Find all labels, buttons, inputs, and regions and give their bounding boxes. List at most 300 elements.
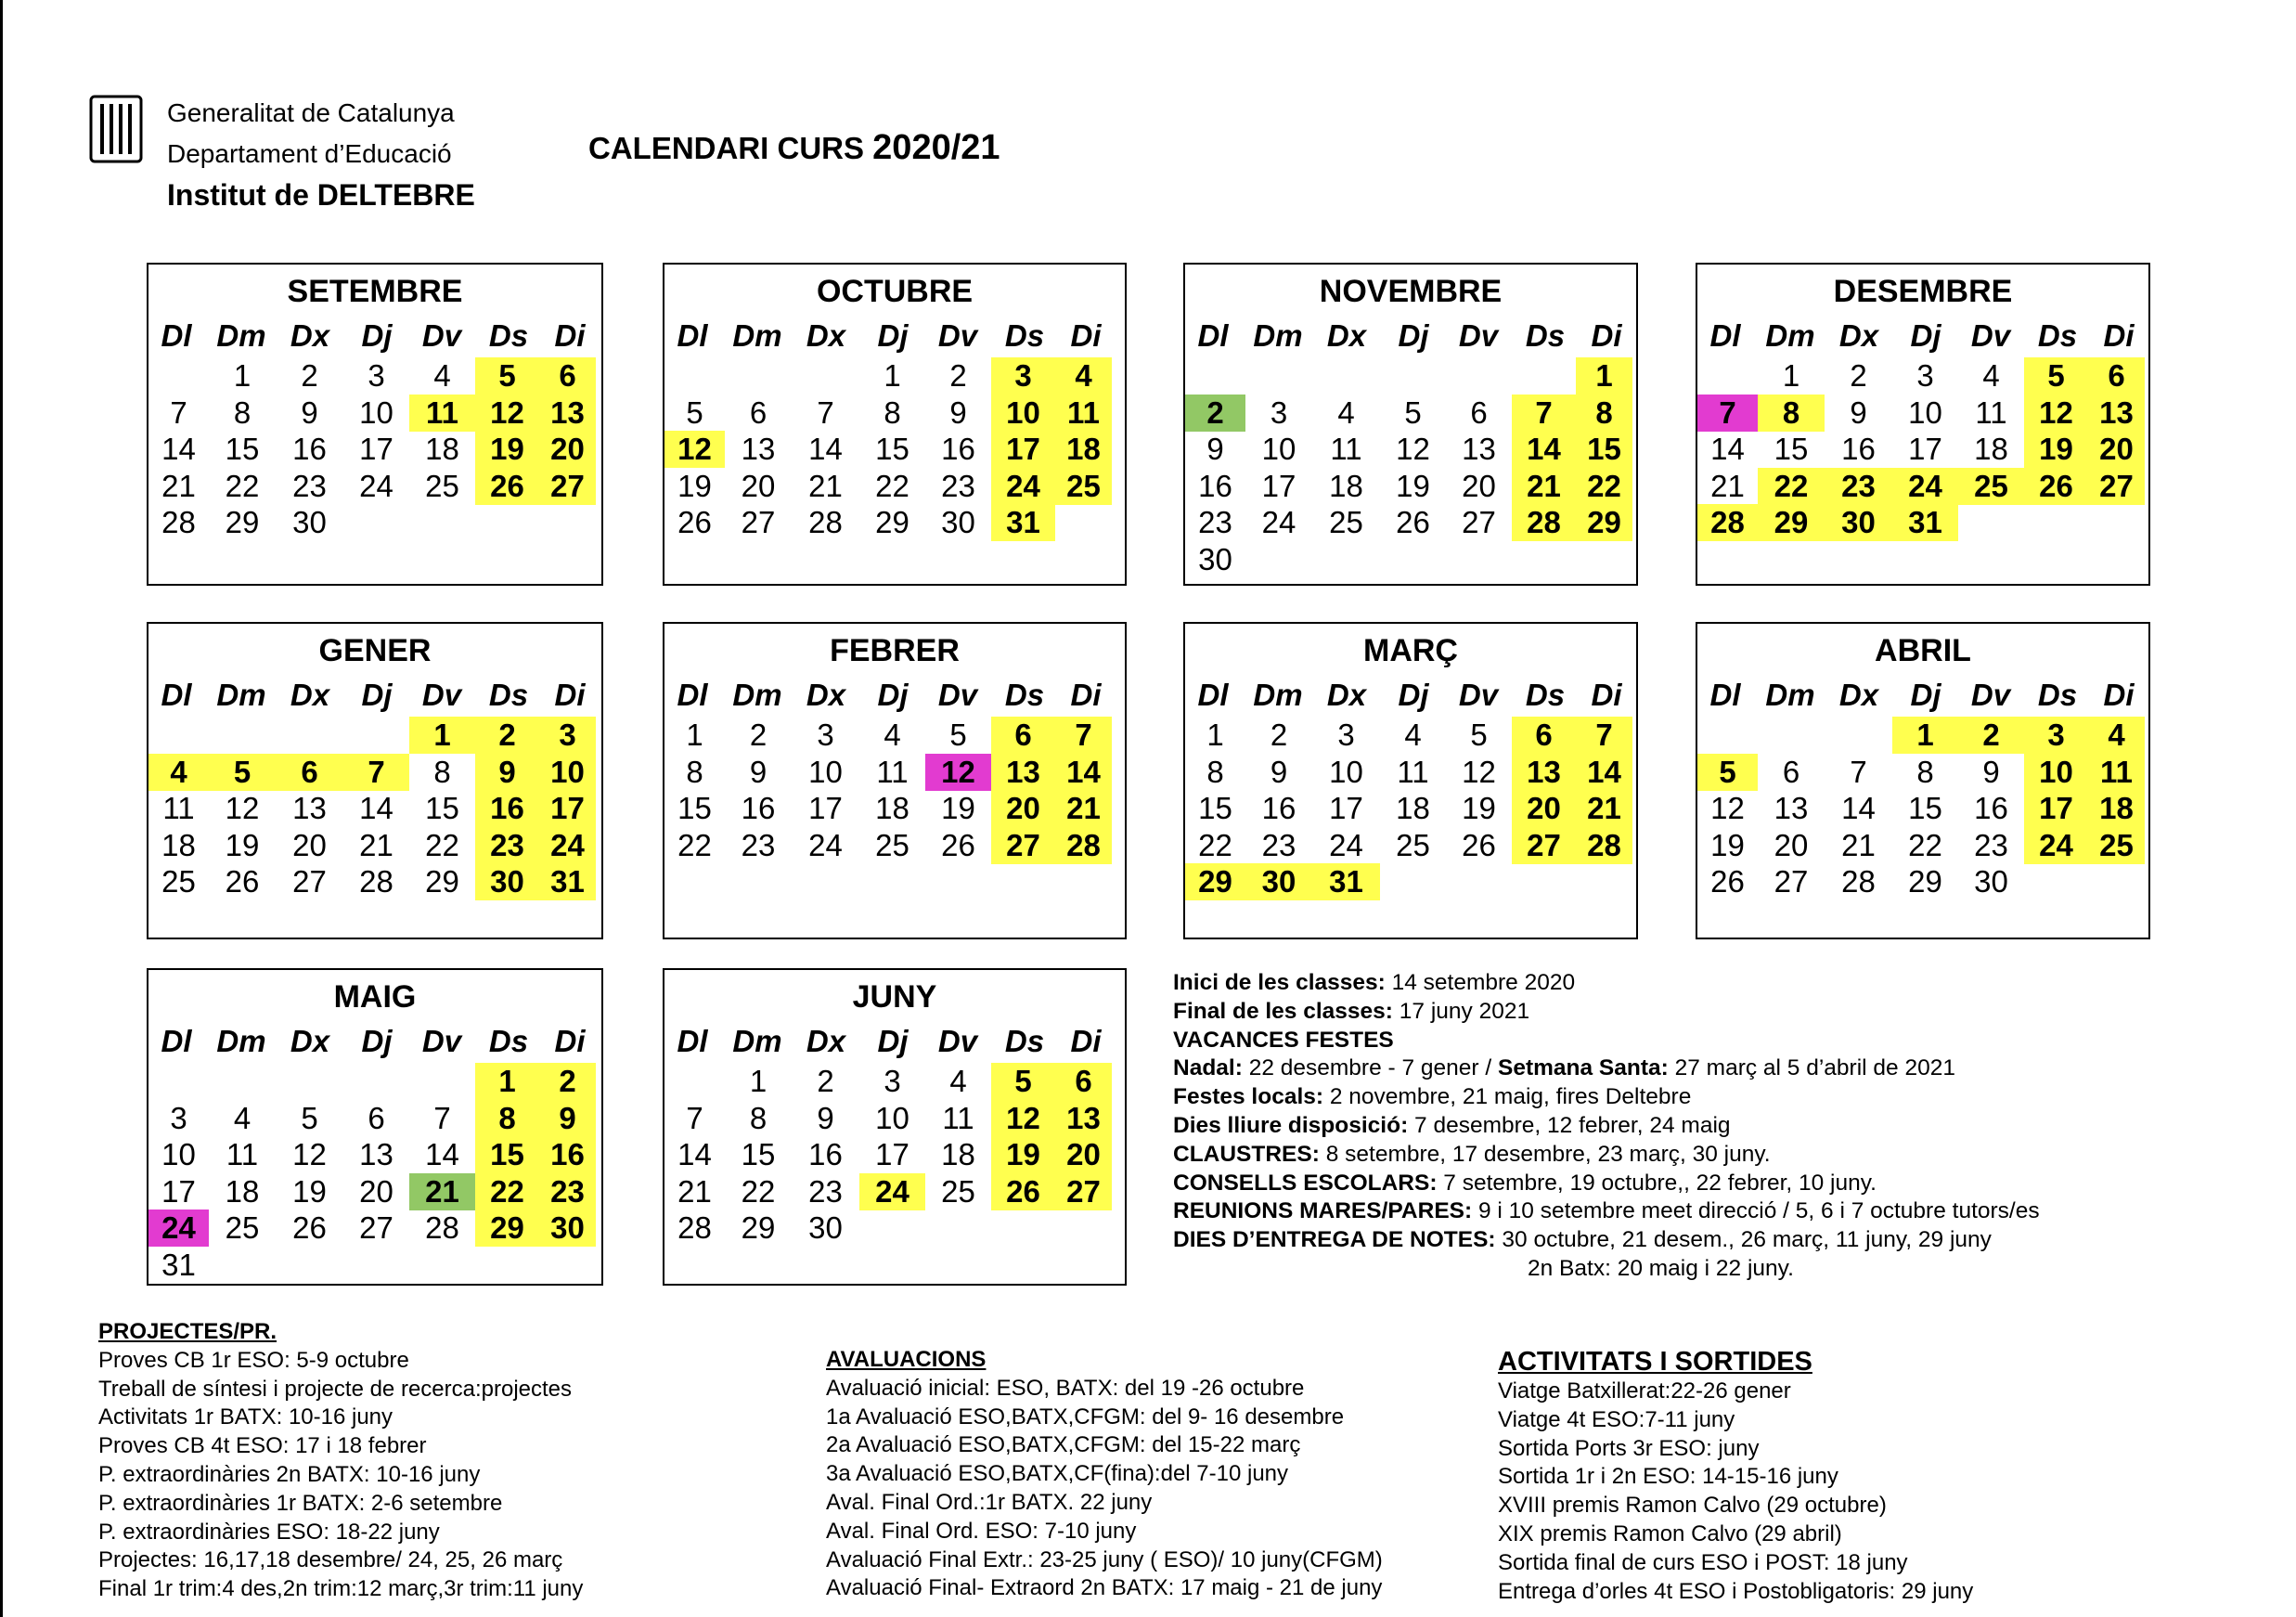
calendar-day: 3	[884, 1064, 901, 1098]
calendar-day: 21	[1055, 790, 1112, 827]
calendar-day: 16	[1974, 791, 2008, 825]
weekday-header: Dj	[1398, 678, 1429, 712]
calendar-day: 9	[749, 754, 767, 789]
calendar-day: 21	[1710, 468, 1745, 503]
calendar-day: 25	[161, 864, 196, 899]
activitat-item: XIX premis Ramon Calvo (29 abril)	[1498, 1520, 1842, 1546]
month-name: ABRIL	[1875, 633, 1971, 668]
calendar-day: 5	[1404, 395, 1422, 430]
calendar-day: 13	[539, 395, 596, 432]
calendar-day: 10	[161, 1137, 196, 1171]
weekday-header: Dx	[1838, 678, 1879, 712]
weekday-header: Dj	[1398, 318, 1429, 353]
calendar-day: 24	[539, 827, 596, 864]
avaluacions-heading: AVALUACIONS	[826, 1347, 987, 1372]
month-box	[147, 263, 603, 586]
calendar-day: 14	[161, 432, 196, 466]
calendar-day: 14	[425, 1137, 459, 1171]
calendar-day: 16	[475, 790, 539, 827]
calendar-day: 6	[2088, 357, 2145, 395]
calendar-day: 7	[817, 395, 834, 430]
calendar-day: 24	[991, 468, 1055, 505]
calendar-day: 16	[1841, 432, 1876, 466]
page-border	[0, 0, 3, 1617]
calendar-day: 7	[1576, 717, 1632, 754]
calendar-day: 31	[539, 863, 596, 900]
avaluacio-item: 1a Avaluació ESO,BATX,CFGM: del 9- 16 desembre	[826, 1404, 1345, 1429]
weekday-header: Dj	[877, 1024, 909, 1058]
weekday-header: Dv	[1970, 318, 2011, 353]
calendar-day: 10	[539, 754, 596, 791]
calendar-day: 11	[226, 1137, 259, 1171]
calendar-day: 8	[1758, 395, 1825, 432]
weekday-header: Dm	[1253, 318, 1303, 353]
month-box	[147, 968, 603, 1286]
weekday-header: Dl	[677, 318, 708, 353]
activitat-item: XVIII premis Ramon Calvo (29 octubre)	[1498, 1493, 1887, 1519]
calendar-day: 14	[1055, 754, 1112, 791]
calendar-day: 8	[475, 1100, 539, 1137]
calendar-day: 1	[686, 718, 703, 752]
month-name: NOVEMBRE	[1319, 274, 1503, 309]
calendar-day: 12	[1462, 754, 1496, 789]
calendar-day: 21	[359, 827, 393, 862]
calendar-day: 6	[539, 357, 596, 395]
calendar-day: 18	[1329, 468, 1363, 503]
weekday-header: Dl	[677, 1024, 708, 1058]
activitats-section	[1498, 1346, 1973, 1606]
calendar-day: 21	[409, 1173, 475, 1210]
notes-value-2: 2n Batx: 20 maig i 22 juny.	[1528, 1255, 1794, 1281]
calendar-day: 27	[359, 1210, 393, 1245]
title-year: 2020/21	[872, 128, 1000, 167]
month-box	[147, 622, 603, 939]
calendar-day: 12	[1396, 432, 1430, 466]
calendar-day: 22	[875, 468, 909, 503]
calendar-day: 24	[359, 468, 393, 503]
calendar-day: 29	[1758, 504, 1825, 541]
calendar-day: 30	[475, 863, 539, 900]
projecte-item: Final 1r trim:4 des,2n trim:12 març,3r trim:11 juny	[98, 1576, 584, 1602]
inici-value: 14 setembre 2020	[1385, 970, 1576, 995]
lliure-label: Dies lliure disposició:	[1173, 1112, 1409, 1138]
calendar-day: 7	[343, 754, 409, 791]
calendar-day: 13	[359, 1137, 393, 1171]
weekday-header: Ds	[1004, 1024, 1045, 1058]
calendar-day: 18	[225, 1173, 260, 1209]
calendar-day: 4	[1404, 718, 1422, 752]
calendar-day: 27	[292, 864, 327, 899]
calendar-day: 3	[170, 1100, 187, 1135]
festes-label: Festes locals:	[1173, 1084, 1324, 1110]
calendar-day: 27	[539, 468, 596, 505]
calendar-day: 6	[1470, 395, 1488, 430]
calendar-day: 12	[925, 754, 991, 791]
calendar-day: 29	[475, 1210, 539, 1247]
calendar-day: 26	[2024, 468, 2088, 505]
calendar-day: 2	[539, 1063, 596, 1100]
weekday-header: Dl	[677, 678, 708, 712]
calendar-day: 9	[949, 395, 967, 430]
calendar-day: 27	[1774, 864, 1809, 899]
calendar-day: 27	[1512, 827, 1576, 864]
month-name: OCTUBRE	[816, 274, 974, 309]
weekday-header: Dj	[1910, 678, 1941, 712]
calendar-day: 3	[1916, 358, 1934, 393]
projecte-item: Treball de síntesi i projecte de recerca:projectes	[98, 1376, 573, 1402]
calendar-day: 5	[686, 395, 703, 430]
calendar-day: 21	[1576, 790, 1632, 827]
calendar-day: 13	[292, 791, 327, 825]
calendar-day: 11	[1975, 395, 2007, 430]
avaluacio-item: 3a Avaluació ESO,BATX,CF(fina):del 7-10 juny	[826, 1461, 1289, 1487]
calendar-day: 29	[225, 505, 260, 539]
calendar-day: 22	[1758, 468, 1825, 505]
calendar-day: 17	[875, 1137, 909, 1171]
calendar-day: 24	[1329, 827, 1363, 862]
weekday-header: Dx	[1326, 678, 1367, 712]
calendar-day: 30	[1974, 864, 2008, 899]
calendar-day: 20	[1055, 1136, 1112, 1173]
weekday-header: Di	[1070, 1024, 1102, 1058]
calendar-day: 4	[949, 1064, 967, 1098]
calendar-day: 8	[1916, 754, 1934, 789]
month-name: MAIG	[333, 979, 417, 1015]
weekday-header: Dx	[1326, 318, 1367, 353]
calendar-day: 2	[1185, 395, 1245, 432]
calendar-day: 4	[2088, 717, 2145, 754]
calendar-day: 7	[1850, 754, 1867, 789]
calendar-day: 25	[1329, 505, 1363, 539]
weekday-header: Dm	[216, 678, 266, 712]
calendar-day: 5	[949, 718, 967, 752]
calendar-day: 16	[941, 432, 975, 466]
calendar-day: 28	[1576, 827, 1632, 864]
calendar-day: 22	[1576, 468, 1632, 505]
nadal-label: Nadal:	[1173, 1055, 1243, 1081]
calendar-day: 24	[148, 1210, 209, 1247]
calendar-day: 15	[1774, 432, 1809, 466]
calendar-day: 11	[2088, 754, 2145, 791]
calendar-day: 28	[677, 1210, 712, 1245]
calendar-day: 13	[2088, 395, 2145, 432]
weekday-header: Ds	[488, 678, 529, 712]
month-box	[1183, 622, 1638, 939]
calendar-day: 9	[1206, 432, 1224, 466]
calendar-day: 17	[808, 791, 843, 825]
calendar-day: 28	[425, 1210, 459, 1245]
calendar-day: 23	[941, 468, 975, 503]
calendar-day: 11	[876, 754, 909, 789]
vacances-heading: VACANCES FESTES	[1173, 1027, 1394, 1053]
calendar-day: 2	[1958, 717, 2024, 754]
calendar-day: 25	[1396, 827, 1430, 862]
generalitat-logo-icon	[89, 95, 143, 163]
calendar-day: 14	[1710, 432, 1745, 466]
consells-label: CONSELLS ESCOLARS:	[1173, 1170, 1438, 1196]
calendar-day: 8	[884, 395, 901, 430]
weekday-header: Dx	[290, 318, 330, 353]
activitat-item: Viatge 4t ESO:7-11 juny	[1498, 1406, 1735, 1432]
calendar-day: 31	[161, 1247, 196, 1282]
calendar-day: 6	[1782, 754, 1800, 789]
santa-value: 27 març al 5 d’abril de 2021	[1668, 1055, 1955, 1081]
calendar-day: 13	[1774, 791, 1809, 825]
calendar-day: 12	[1710, 791, 1745, 825]
calendar-day: 8	[233, 395, 252, 430]
calendar-day: 20	[539, 431, 596, 468]
calendar-day: 4	[884, 718, 901, 752]
projecte-item: Activitats 1r BATX: 10-16 juny	[98, 1404, 393, 1430]
calendar-day: 2	[949, 358, 967, 393]
projecte-item: Proves CB 4t ESO: 17 i 18 febrer	[98, 1433, 427, 1459]
calendar-day: 28	[1841, 864, 1876, 899]
weekday-header: Dl	[1709, 678, 1741, 712]
calendar-day: 8	[1206, 754, 1224, 789]
month-box	[1696, 263, 2150, 586]
calendar-day: 22	[225, 468, 260, 503]
calendar-day: 4	[433, 358, 451, 393]
weekday-header: Ds	[1004, 678, 1045, 712]
calendar-day: 17	[2024, 790, 2088, 827]
month-box	[663, 263, 1127, 586]
calendar-day: 22	[677, 827, 712, 862]
calendar-day: 26	[292, 1210, 327, 1245]
final-label: Final de les classes:	[1173, 998, 1393, 1024]
calendar-day: 7	[686, 1100, 703, 1135]
festes-value: 2 novembre, 21 maig, fires Deltebre	[1323, 1084, 1692, 1110]
calendar-day: 27	[741, 505, 776, 539]
calendar-day: 23	[1974, 827, 2008, 862]
nadal-value: 22 desembre - 7 gener /	[1242, 1055, 1498, 1081]
month-name: MARÇ	[1363, 633, 1458, 668]
claustres-label: CLAUSTRES:	[1173, 1141, 1320, 1167]
calendar-day: 20	[359, 1173, 393, 1209]
weekday-header: Dv	[1458, 678, 1499, 712]
weekday-header: Dl	[1197, 318, 1229, 353]
calendar-day: 9	[817, 1100, 834, 1135]
calendar-day: 3	[991, 357, 1055, 395]
notes-label: DIES D’ENTREGA DE NOTES:	[1173, 1227, 1496, 1253]
calendar-day: 16	[1261, 791, 1296, 825]
calendar-day: 28	[1055, 827, 1112, 864]
calendar-day: 22	[425, 827, 459, 862]
weekday-header: Di	[2103, 678, 2135, 712]
calendar-day: 1	[749, 1064, 767, 1098]
calendar-day: 26	[991, 1173, 1055, 1210]
calendar-day: 18	[941, 1137, 975, 1171]
weekday-header: Dv	[937, 678, 978, 712]
calendar-day: 30	[941, 505, 975, 539]
calendar-day: 9	[1270, 754, 1288, 789]
calendar-day: 23	[1825, 468, 1892, 505]
calendar-day: 15	[1908, 791, 1942, 825]
weekday-header: Dx	[290, 678, 330, 712]
calendar-day: 25	[2088, 827, 2145, 864]
calendar-day: 28	[1697, 504, 1758, 541]
month-name: JUNY	[852, 979, 937, 1015]
activitat-item: Entrega d’orles 4t ESO i Postobligatoris: 29 juny	[1498, 1578, 1974, 1604]
calendar-day: 25	[425, 468, 459, 503]
calendar-day: 20	[741, 468, 776, 503]
calendar-day: 1	[1576, 357, 1632, 395]
calendar-day: 2	[817, 1064, 834, 1098]
calendar-day: 5	[475, 357, 539, 395]
calendar-day: 22	[475, 1173, 539, 1210]
calendar-day: 23	[808, 1173, 843, 1209]
weekday-header: Dj	[361, 678, 393, 712]
calendar-day: 15	[1198, 791, 1232, 825]
calendar-day: 21	[161, 468, 196, 503]
calendar-day: 17	[161, 1173, 196, 1209]
calendar-day: 16	[1198, 468, 1232, 503]
calendar-day: 6	[991, 717, 1055, 754]
calendar-day: 13	[1462, 432, 1496, 466]
weekday-header: Dl	[1709, 318, 1741, 353]
weekday-header: Ds	[1004, 318, 1045, 353]
calendar-day: 4	[148, 754, 209, 791]
consells-value: 7 setembre, 19 octubre,, 22 febrer, 10 juny.	[1437, 1170, 1877, 1196]
school-name: Institut de DELTEBRE	[167, 178, 475, 212]
weekday-header: Di	[554, 1024, 586, 1058]
calendar-day: 30	[1825, 504, 1892, 541]
month-box	[663, 622, 1127, 939]
calendar-day: 17	[991, 431, 1055, 468]
calendar-day: 12	[2024, 395, 2088, 432]
calendar-day: 27	[1055, 1173, 1112, 1210]
calendar-day: 11	[1055, 395, 1112, 432]
calendar-day: 14	[808, 432, 843, 466]
weekday-header: Di	[554, 318, 586, 353]
calendar-day: 1	[409, 717, 475, 754]
weekday-header: Ds	[488, 318, 529, 353]
inici-label: Inici de les classes:	[1173, 970, 1386, 995]
calendar-day: 1	[1782, 358, 1800, 393]
calendar-day: 23	[1261, 827, 1296, 862]
calendar-day: 27	[2088, 468, 2145, 505]
calendar-day: 17	[1908, 432, 1942, 466]
weekday-header: Di	[554, 678, 586, 712]
calendar-day: 8	[433, 754, 451, 789]
org-line-2: Departament d’Educació	[167, 139, 452, 168]
calendar-day: 15	[425, 791, 459, 825]
calendar-day: 9	[301, 395, 318, 430]
calendar-day: 15	[875, 432, 909, 466]
month-box	[1183, 263, 1638, 586]
calendar-day: 17	[1261, 468, 1296, 503]
weekday-header: Dj	[877, 318, 909, 353]
month-name: DESEMBRE	[1833, 274, 2013, 309]
calendar-day: 18	[1396, 791, 1430, 825]
calendar-day: 25	[875, 827, 909, 862]
calendar-day: 5	[991, 1063, 1055, 1100]
title-text: CALENDARI CURS	[588, 131, 864, 165]
calendar-day: 25	[941, 1173, 975, 1209]
calendar-day: 19	[1462, 791, 1496, 825]
calendar-day: 19	[991, 1136, 1055, 1173]
calendar-day: 15	[225, 432, 260, 466]
calendar-day: 23	[539, 1173, 596, 1210]
weekday-header: Di	[1070, 318, 1102, 353]
organization-block	[167, 93, 475, 215]
avaluacio-item: Aval. Final Ord. ESO: 7-10 juny	[826, 1518, 1137, 1544]
weekday-header: Ds	[1525, 318, 1566, 353]
calendar-day: 31	[1892, 504, 1958, 541]
calendar-day: 24	[1892, 468, 1958, 505]
calendar-day: 3	[368, 358, 385, 393]
calendar-day: 5	[301, 1100, 318, 1135]
calendar-day: 30	[1245, 863, 1312, 900]
calendar-day: 2	[749, 718, 767, 752]
calendar-day: 24	[808, 827, 843, 862]
weekday-header: Dm	[1765, 678, 1815, 712]
calendar-day: 12	[475, 395, 539, 432]
calendar-day: 24	[1261, 505, 1296, 539]
calendar-day: 29	[1185, 863, 1245, 900]
calendar-day: 29	[1908, 864, 1942, 899]
lliure-value: 7 desembre, 12 febrer, 24 maig	[1408, 1112, 1731, 1138]
calendar-day: 11	[162, 791, 195, 825]
weekday-header: Dv	[421, 318, 462, 353]
calendar-day: 4	[1055, 357, 1112, 395]
calendar-day: 25	[1055, 468, 1112, 505]
calendar-day: 31	[991, 504, 1055, 541]
calendar-day: 30	[808, 1210, 843, 1245]
key-dates-panel	[1173, 969, 2040, 1284]
calendar-day: 20	[991, 790, 1055, 827]
activitat-item: Sortida Ports 3r ESO: juny	[1498, 1435, 1760, 1461]
calendar-day: 3	[2024, 717, 2088, 754]
calendar-day: 24	[859, 1173, 925, 1210]
calendar-day: 2	[301, 358, 318, 393]
weekday-header: Di	[2103, 318, 2135, 353]
month-name: GENER	[318, 633, 432, 668]
calendar-day: 6	[276, 754, 343, 791]
avaluacions-section	[826, 1346, 1383, 1603]
weekday-header: Dv	[421, 678, 462, 712]
calendar-day: 29	[875, 505, 909, 539]
weekday-header: Dx	[806, 678, 846, 712]
calendar-day: 14	[1841, 791, 1876, 825]
calendar-day: 22	[1198, 827, 1232, 862]
calendar-day: 4	[1337, 395, 1355, 430]
calendar-day: 18	[425, 432, 459, 466]
calendar-day: 4	[233, 1100, 252, 1135]
activitat-item: Viatge Batxillerat:22-26 gener	[1498, 1378, 1791, 1404]
weekday-header: Dv	[937, 318, 978, 353]
calendar-day: 11	[942, 1100, 974, 1135]
calendar-day: 10	[1329, 754, 1363, 789]
calendar-day: 9	[1850, 395, 1867, 430]
weekday-header: Di	[1070, 678, 1102, 712]
santa-label: Setmana Santa:	[1498, 1055, 1669, 1081]
calendar-day: 28	[359, 864, 393, 899]
calendar-day: 7	[1055, 717, 1112, 754]
month-box	[663, 968, 1127, 1286]
weekday-header: Dl	[1197, 678, 1229, 712]
calendar-day: 28	[161, 505, 196, 539]
calendar-day: 26	[941, 827, 975, 862]
calendar-day: 1	[1892, 717, 1958, 754]
calendar-day: 18	[1055, 431, 1112, 468]
projectes-section	[98, 1318, 583, 1604]
calendar-day: 8	[749, 1100, 767, 1135]
calendar-day: 13	[1512, 754, 1576, 791]
calendar-day: 6	[1055, 1063, 1112, 1100]
calendar-day: 3	[1337, 718, 1355, 752]
calendar-day: 5	[2024, 357, 2088, 395]
weekday-header: Dm	[1765, 318, 1815, 353]
